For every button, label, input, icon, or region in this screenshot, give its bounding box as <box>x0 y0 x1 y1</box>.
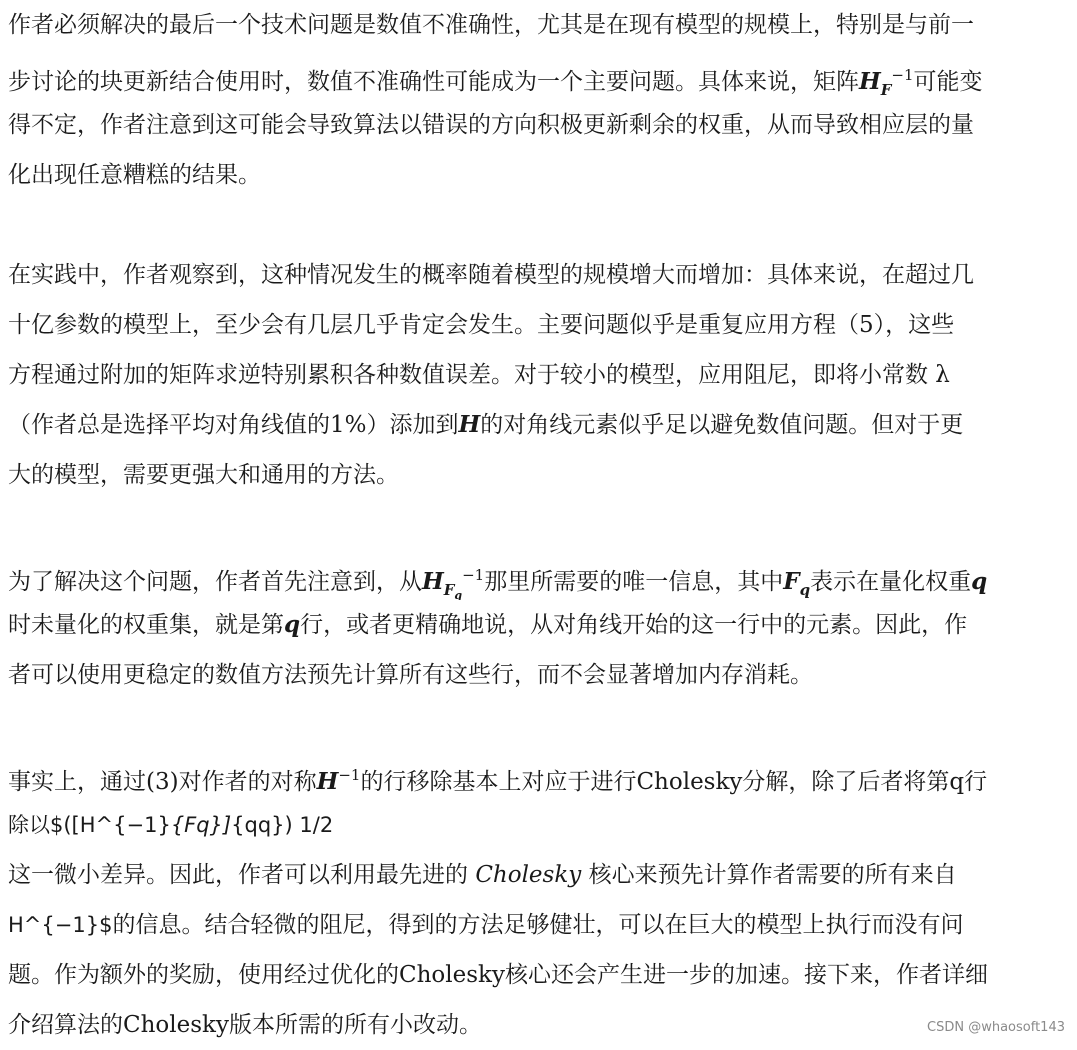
watermark: CSDN @whaosoft143 <box>927 1020 1065 1035</box>
math-h-fq-inverse: $H_{F_q}^{-1}$ <box>422 566 485 600</box>
text-line: （作者总是选择平均对角线值的1%）添加到H的对角线元素似乎足以避免数值问题。但对于更 <box>8 411 964 438</box>
text-line: H^{−1}$的信息。结合轻微的阻尼，得到的方法足够健壮，可以在巨大的模型上执行而没有问 <box>8 912 964 938</box>
text-line: 时未量化的权重集，就是第q行，或者更精确地说，从对角线开始的这一行中的元素。因此，作 <box>8 611 968 638</box>
paragraph-3 <box>8 550 1070 700</box>
math-h: H <box>458 411 481 438</box>
text-line: 大的模型，需要更强大和通用的方法。 <box>8 462 399 488</box>
math-q: q <box>971 568 988 595</box>
text-line: 除以$([H^{−1}{Fq}]{qq}) 1/2 <box>8 813 334 837</box>
text-line: 事实上，通过(3)对作者的对称$H^{-1}$的行移除基本上对应于进行Cholesky分解，除了后者将第q行 <box>8 766 988 795</box>
text-line: 为了解决这个问题，作者首先注意到，从$H_{F_q}^{-1}$那里所需要的唯一信息，其中$F_q$表示在量化权重q <box>8 566 988 600</box>
math-cholesky: Cholesky <box>475 862 582 888</box>
paragraph-1 <box>8 0 1070 200</box>
math-fq: $F_q$ <box>783 568 811 599</box>
text-line: 题。作为额外的奖励，使用经过优化的Cholesky核心还会产生进一步的加速。接下来，作者详细 <box>8 962 988 988</box>
text-line: 十亿参数的模型上，至少会有几层几乎肯定会发生。主要问题似乎是重复应用方程（5），这些 <box>8 312 955 338</box>
math-h-f-inverse: $H_F^{-1}$ <box>859 66 914 99</box>
paragraph-2 <box>8 250 1070 500</box>
document-body <box>8 0 1070 1050</box>
text-line: 化出现任意糟糕的结果。 <box>8 162 261 188</box>
text-line: 这一微小差异。因此，作者可以利用最先进的 Cholesky 核心来预先计算作者需要的所有来自 <box>8 862 957 888</box>
text-line: 得不定，作者注意到这可能会导致算法以错误的方向积极更新剩余的权重，从而导致相应层的量 <box>8 112 974 138</box>
text-line: 在实践中，作者观察到，这种情况发生的概率随着模型的规模增大而增加：具体来说，在超过几 <box>8 262 974 288</box>
text-line: 作者必须解决的最后一个技术问题是数值不准确性，尤其是在现有模型的规模上，特别是与前一 <box>8 12 974 38</box>
text-line: 者可以使用更稳定的数值方法预先计算所有这些行，而不会显著增加内存消耗。 <box>8 662 813 688</box>
math-q: q <box>284 611 301 638</box>
text-line: 方程通过附加的矩阵求逆特别累积各种数值误差。对于较小的模型，应用阻尼，即将小常数 λ <box>8 362 950 388</box>
math-h-inverse: $H^{-1}$ <box>316 766 361 795</box>
paragraph-4 <box>8 750 1070 1050</box>
text-line: 介绍算法的Cholesky版本所需的所有小改动。 <box>8 1012 482 1038</box>
text-line: 步讨论的块更新结合使用时，数值不准确性可能成为一个主要问题。具体来说，矩阵$H_F^{-1}$可能变 <box>8 66 983 99</box>
